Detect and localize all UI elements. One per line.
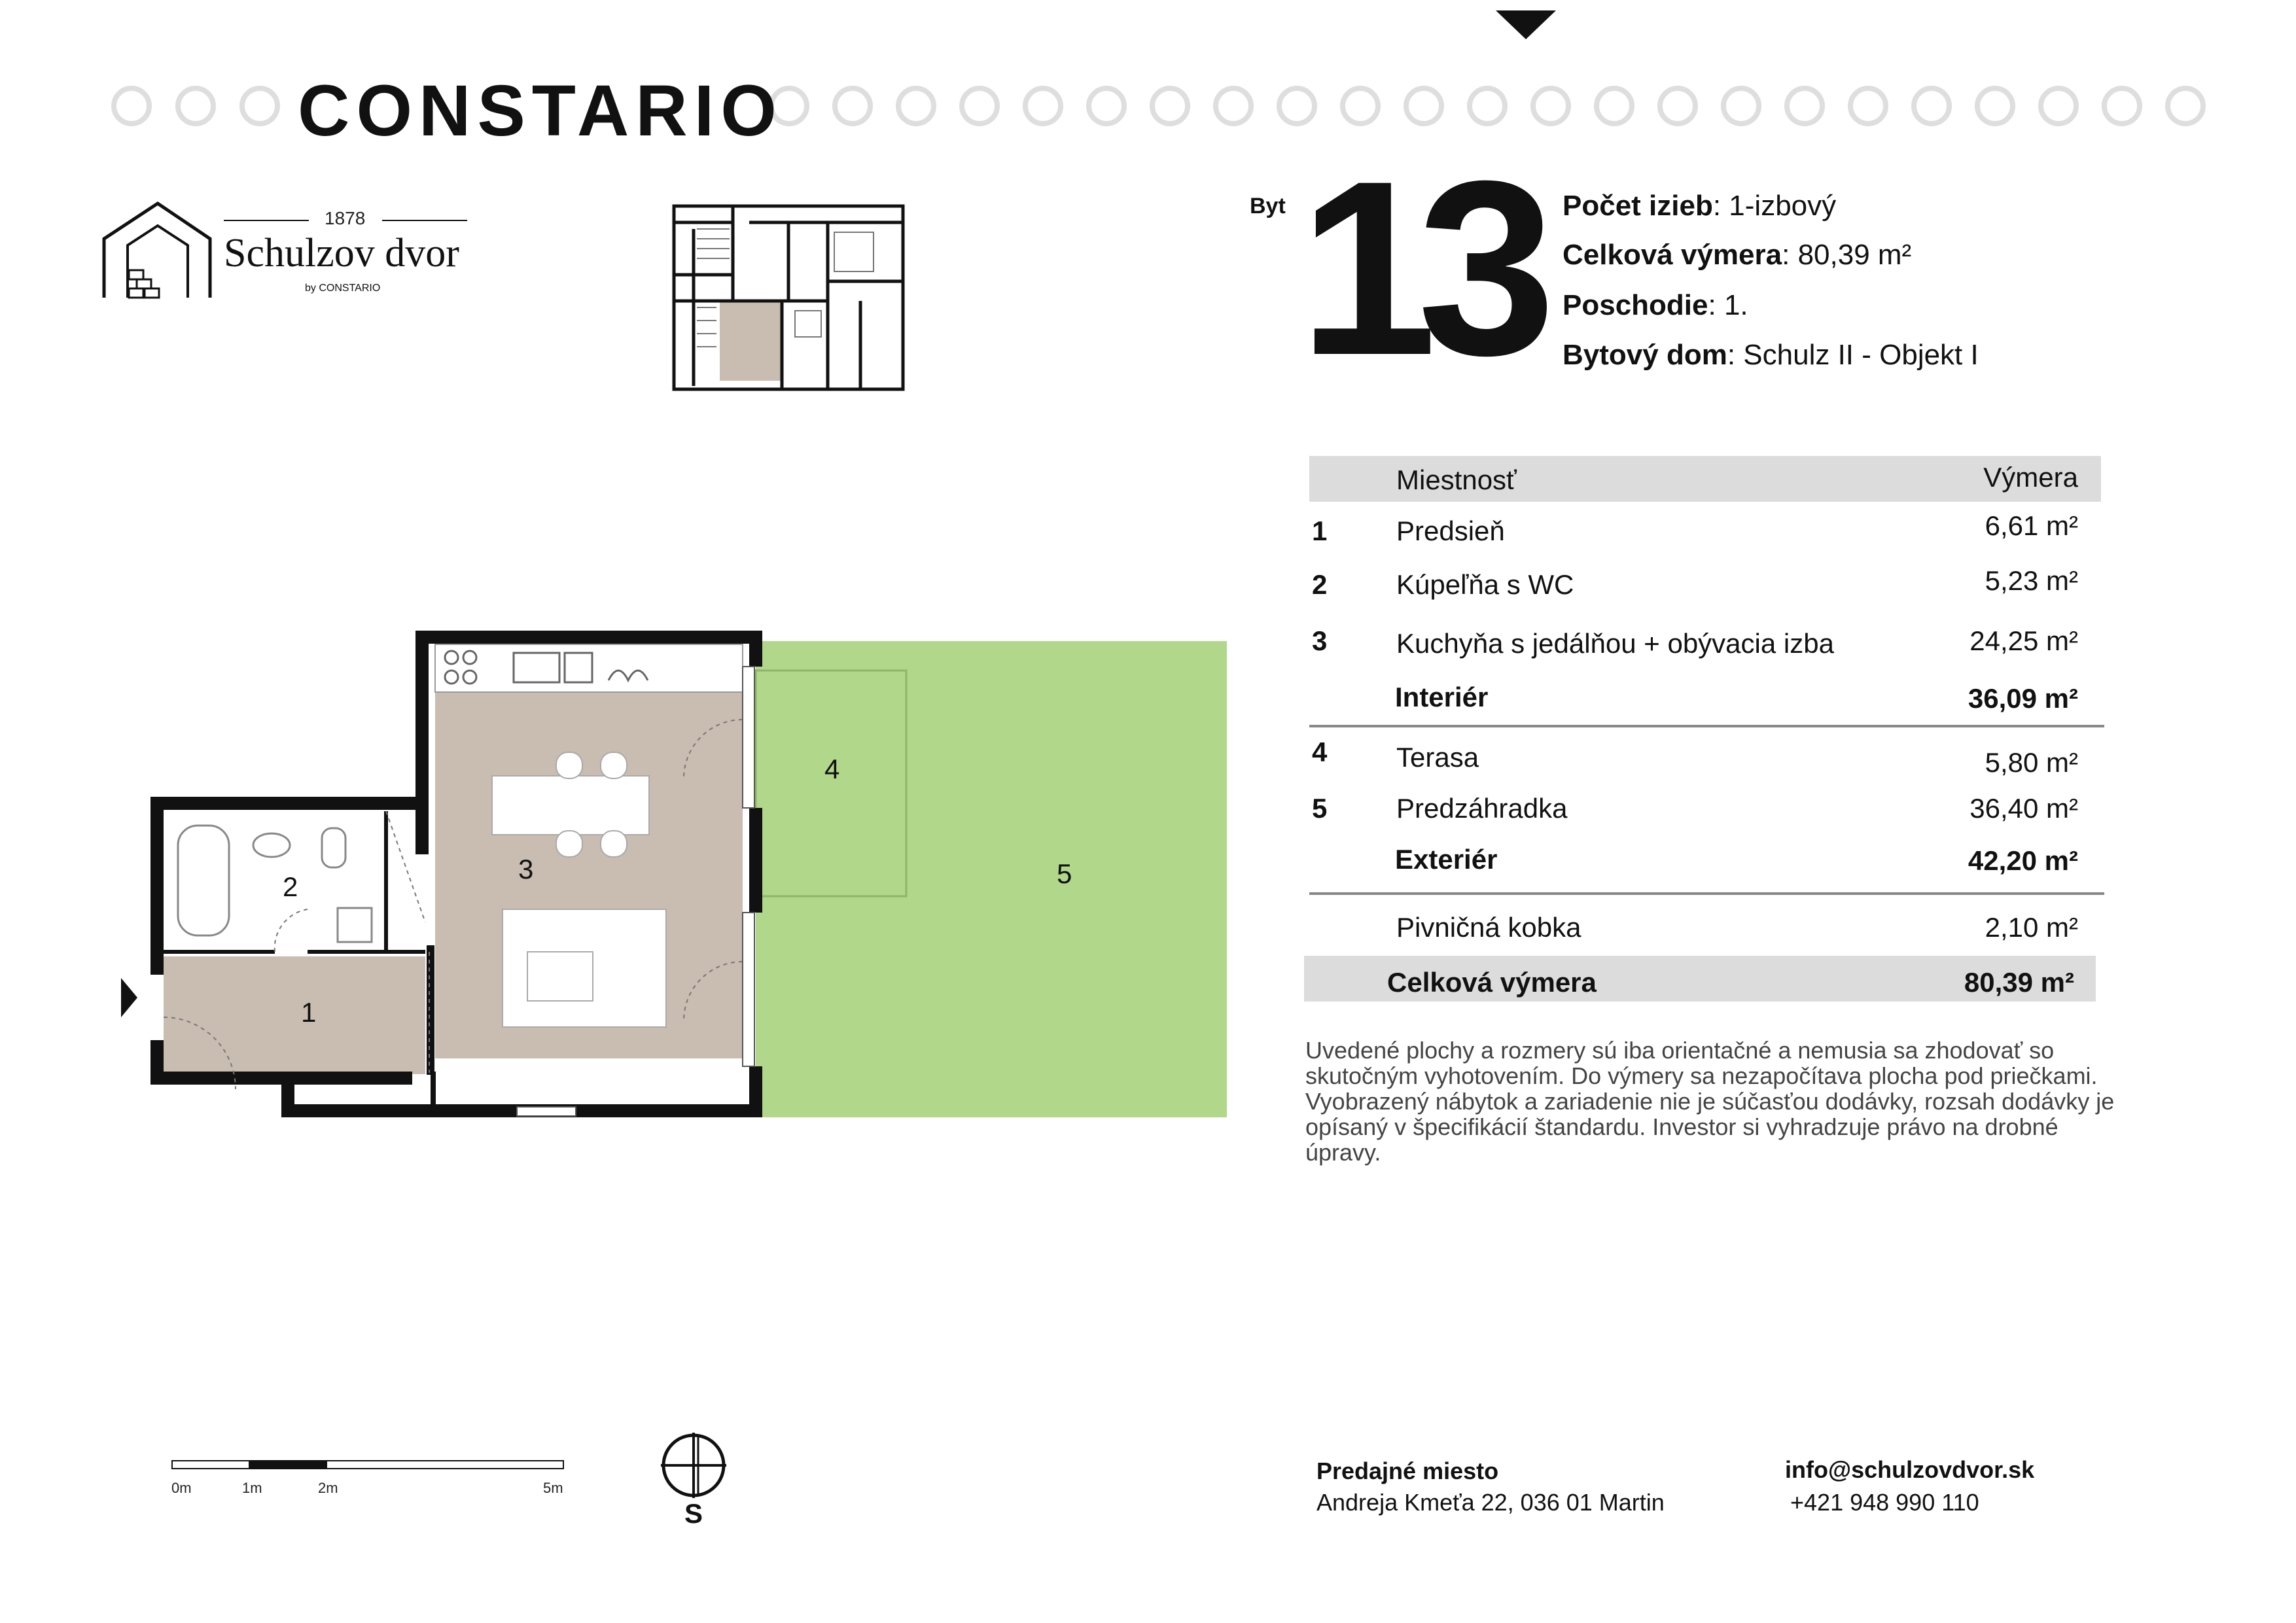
info-total-area [1563,239,1911,271]
logo-line [224,220,309,221]
sales-title: Predajné miesto [1316,1457,1499,1484]
house-logo-icon [101,200,213,304]
dot-icon [1213,86,1254,126]
info-key: Bytový dom [1563,339,1727,371]
key-plan-thumbnail [671,203,906,393]
row-number: 4 [1312,737,1328,767]
apartment-number: 13 [1299,129,1536,407]
dot-icon [832,86,873,126]
row-name: Predzáhradka [1396,793,1568,824]
table-header-room: Miestnosť [1396,464,1517,495]
dot-icon [2165,86,2206,126]
scale-label: 0m [171,1480,192,1496]
info-rooms [1563,190,1836,222]
info-value: : 1. [1708,289,1748,321]
hall-floor [164,956,425,1074]
dot-icon [239,86,280,126]
logo-line [382,220,467,221]
room-label-1: 1 [301,997,317,1028]
table-divider [1309,725,2104,727]
info-building [1563,339,1979,372]
info-value: : 1-izbový [1712,190,1837,222]
row-name: Pivničná kobka [1396,912,1581,943]
disclaimer-note: Uvedené plochy a rozmery sú iba orientačné a nemusia sa zhodovať so skutočným vyhotovením. Do výmery sa nezapočítava plocha pod priečkami. Vyobrazený nábytok a zariadenie nie je súčasťou dodávky, rozsah dodávky je opísaný v špecifikácií štandardu. Investor si vyhradzuje právo na drobné úpravy. [1305,1037,2115,1166]
room-label-5: 5 [1057,858,1072,889]
dot-icon [1657,86,1698,126]
subtotal-value: 36,09 m² [1968,683,2078,714]
dot-icon [2038,86,2079,126]
contact-email[interactable]: info@schulzovdvor.sk [1785,1456,2035,1483]
dot-icon [1784,86,1825,126]
row-number: 5 [1312,793,1328,824]
scale-label: 1m [242,1480,262,1496]
room-label-3: 3 [518,854,534,884]
dot-icon [1975,86,2015,126]
info-key: Celková výmera [1563,239,1782,271]
brand-title: CONSTARIO [298,71,783,151]
row-number: 3 [1312,625,1328,656]
total-value: 80,39 m² [1964,967,2074,998]
row-area: 5,80 m² [1985,747,2078,778]
table-header-area: Výmera [1983,462,2078,493]
info-floor [1563,289,1748,322]
info-value: : 80,39 m² [1782,239,1912,271]
info-value: : Schulz II - Objekt I [1727,339,1979,371]
info-key: Poschodie [1563,289,1708,321]
row-name: Terasa [1396,742,1479,773]
dot-icon [175,86,216,126]
sales-address: Andreja Kmeťa 22, 036 01 Martin [1316,1489,1665,1516]
row-name: Predsieň [1396,515,1505,546]
total-label: Celková výmera [1387,967,1597,998]
row-number: 2 [1312,569,1328,600]
dot-icon [1150,86,1190,126]
logo-by: by CONSTARIO [305,283,381,294]
row-number: 1 [1312,515,1328,546]
row-area: 36,40 m² [1969,793,2078,824]
room-label-2: 2 [283,871,298,902]
dot-icon [1023,86,1063,126]
dot-icon [1404,86,1444,126]
apartment-label: Byt [1250,194,1286,218]
scale-label: 5m [543,1480,563,1496]
dot-icon [1086,86,1127,126]
dot-icon [111,86,152,126]
compass-icon [658,1429,730,1501]
info-key: Počet izieb [1563,190,1713,222]
room-label-4: 4 [824,754,840,784]
subtotal-label: Exteriér [1395,844,1498,875]
scale-label: 2m [318,1480,338,1496]
dot-icon [1340,86,1381,126]
entrance-arrow-icon [121,978,137,1017]
kitchen-counter [435,644,743,692]
dot-icon [959,86,1000,126]
dot-icon [1467,86,1508,126]
dot-icon [2102,86,2142,126]
dot-icon [1594,86,1634,126]
dot-icon [1721,86,1761,126]
row-area: 6,61 m² [1985,510,2078,541]
dot-icon [1530,86,1571,126]
row-name: Kuchyňa s jedálňou + obývacia izba [1396,628,1834,659]
garden-area [756,641,1227,1117]
dot-icon [896,86,936,126]
row-name: Kúpeľňa s WC [1396,569,1574,600]
compass-label: S [684,1498,703,1529]
dot-icon [1911,86,1952,126]
floor-plan [111,621,1243,1145]
dining-table [492,776,649,835]
row-area: 2,10 m² [1985,912,2078,943]
dot-icon [1848,86,1888,126]
contact-phone[interactable]: +421 948 990 110 [1790,1489,1979,1516]
row-area: 5,23 m² [1985,565,2078,596]
logo-year: 1878 [325,208,366,228]
subtotal-value: 42,20 m² [1968,845,2078,876]
top-marker-arrow-icon [1496,10,1556,39]
logo-name: Schulzov dvor [224,231,459,275]
dot-icon [1277,86,1317,126]
subtotal-label: Interiér [1395,682,1489,712]
row-area: 24,25 m² [1969,625,2078,656]
table-divider [1309,892,2104,895]
